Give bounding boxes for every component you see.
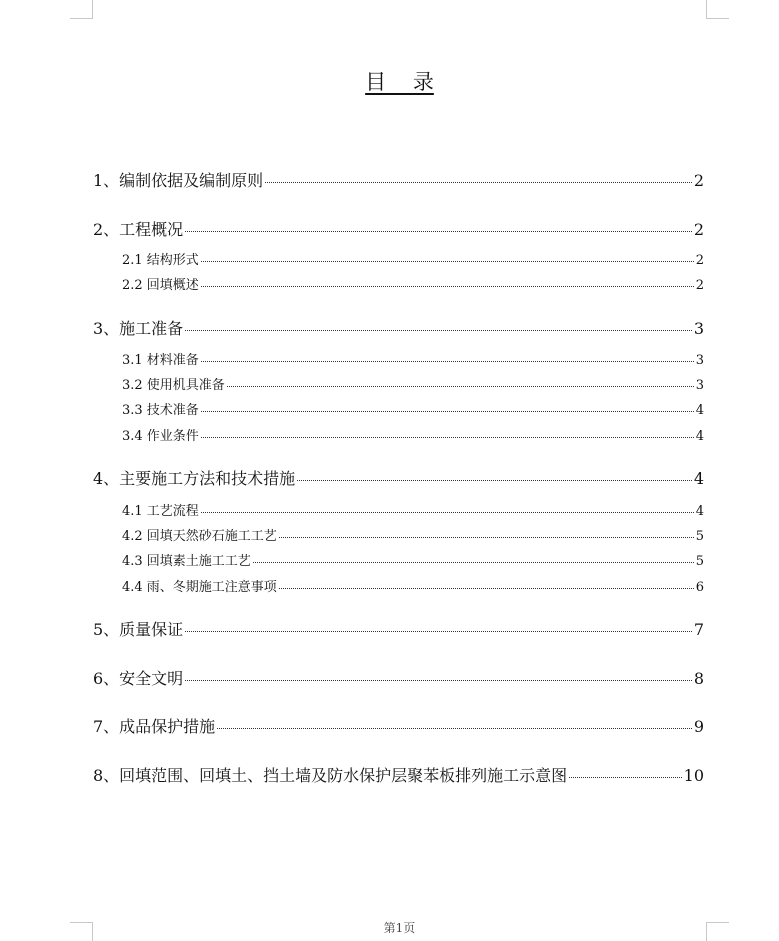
toc-dot-leader xyxy=(201,260,694,262)
toc-entry-section[interactable] xyxy=(122,500,704,519)
toc-entry-page-number: 9 xyxy=(693,717,704,736)
toc-entry-label: 2、工程概况 xyxy=(93,220,184,239)
toc-entry-section[interactable] xyxy=(122,425,704,444)
toc-entry-label: 4.3 回填素土施工工艺 xyxy=(122,554,251,569)
toc-dot-leader xyxy=(185,679,692,681)
toc-entry-chapter[interactable] xyxy=(93,714,704,737)
toc-entry-chapter[interactable] xyxy=(93,316,704,339)
toc-entry-page-number: 3 xyxy=(695,378,704,393)
toc-entry-label: 6、安全文明 xyxy=(93,669,184,688)
toc-dot-leader xyxy=(201,360,694,362)
toc-entry-label: 4、主要施工方法和技术措施 xyxy=(93,469,296,488)
toc-dot-leader xyxy=(253,561,694,563)
toc-entry-page-number: 4 xyxy=(693,469,704,488)
toc-entry-page-number: 6 xyxy=(695,580,704,595)
toc-entry-label: 2.2 回填概述 xyxy=(122,278,199,293)
toc-entry-page-number: 2 xyxy=(693,220,704,239)
toc-dot-leader xyxy=(201,436,694,438)
toc-entry-label: 3.1 材料准备 xyxy=(122,353,199,368)
toc-entry-page-number: 5 xyxy=(695,529,704,544)
toc-entry-label: 4.4 雨、冬期施工注意事项 xyxy=(122,580,277,595)
toc-entry-label: 8、回填范围、回填土、挡土墙及防水保护层聚苯板排列施工示意图 xyxy=(93,766,568,785)
toc-dot-leader xyxy=(279,587,694,589)
toc-entry-label: 2.1 结构形式 xyxy=(122,253,199,268)
toc-entry-page-number: 3 xyxy=(695,353,704,368)
toc-entry-section[interactable] xyxy=(122,550,704,569)
toc-dot-leader xyxy=(201,511,694,513)
toc-entry-label: 3.3 技术准备 xyxy=(122,403,199,418)
toc-entry-page-number: 3 xyxy=(693,319,704,338)
crop-mark-top-left xyxy=(70,0,93,19)
toc-entry-section[interactable] xyxy=(122,399,704,418)
toc-entry-section[interactable] xyxy=(122,374,704,393)
toc-entry-chapter[interactable] xyxy=(93,217,704,240)
toc-entry-section[interactable] xyxy=(122,349,704,368)
toc-dot-leader xyxy=(185,230,692,232)
toc-entry-label: 3.4 作业条件 xyxy=(122,429,199,444)
toc-entry-page-number: 2 xyxy=(695,278,704,293)
toc-entry-page-number: 8 xyxy=(693,669,704,688)
toc-dot-leader xyxy=(201,285,694,287)
toc-entry-chapter[interactable] xyxy=(93,666,704,689)
toc-entry-chapter[interactable] xyxy=(93,617,704,640)
toc-entry-chapter[interactable] xyxy=(93,168,704,191)
toc-entry-label: 1、编制依据及编制原则 xyxy=(93,171,264,190)
toc-entry-page-number: 7 xyxy=(693,620,704,639)
toc-entry-page-number: 5 xyxy=(695,554,704,569)
toc-dot-leader xyxy=(569,776,681,778)
toc-dot-leader xyxy=(185,630,692,632)
toc-entry-section[interactable] xyxy=(122,525,704,544)
toc-entry-chapter[interactable] xyxy=(93,466,704,489)
toc-entry-label: 3、施工准备 xyxy=(93,319,184,338)
toc-dot-leader xyxy=(217,727,692,729)
toc-entry-label: 5、质量保证 xyxy=(93,620,184,639)
toc-entry-label: 4.1 工艺流程 xyxy=(122,504,199,519)
toc-dot-leader xyxy=(297,479,692,481)
toc-entry-section[interactable] xyxy=(122,576,704,595)
toc-entry-page-number: 4 xyxy=(695,504,704,519)
toc-title: 目 录 xyxy=(365,70,434,94)
toc-entry-page-number: 4 xyxy=(695,403,704,418)
crop-mark-top-right xyxy=(706,0,729,19)
toc-entry-section[interactable] xyxy=(122,274,704,293)
toc-entry-page-number: 2 xyxy=(693,171,704,190)
toc-entry-page-number: 4 xyxy=(695,429,704,444)
toc-entry-section[interactable] xyxy=(122,249,704,268)
page-number-footer: 第1页 xyxy=(383,921,416,935)
toc-entry-label: 4.2 回填天然砂石施工工艺 xyxy=(122,529,277,544)
toc-entry-label: 7、成品保护措施 xyxy=(93,717,216,736)
toc-dot-leader xyxy=(185,329,692,331)
toc-entry-label: 3.2 使用机具准备 xyxy=(122,378,225,393)
toc-dot-leader xyxy=(265,181,692,183)
toc-dot-leader xyxy=(227,385,694,387)
toc-entry-page-number: 2 xyxy=(695,253,704,268)
toc-dot-leader xyxy=(279,536,694,538)
toc-entry-chapter[interactable] xyxy=(93,763,704,786)
toc-entry-page-number: 10 xyxy=(683,766,704,785)
toc-dot-leader xyxy=(201,410,694,412)
